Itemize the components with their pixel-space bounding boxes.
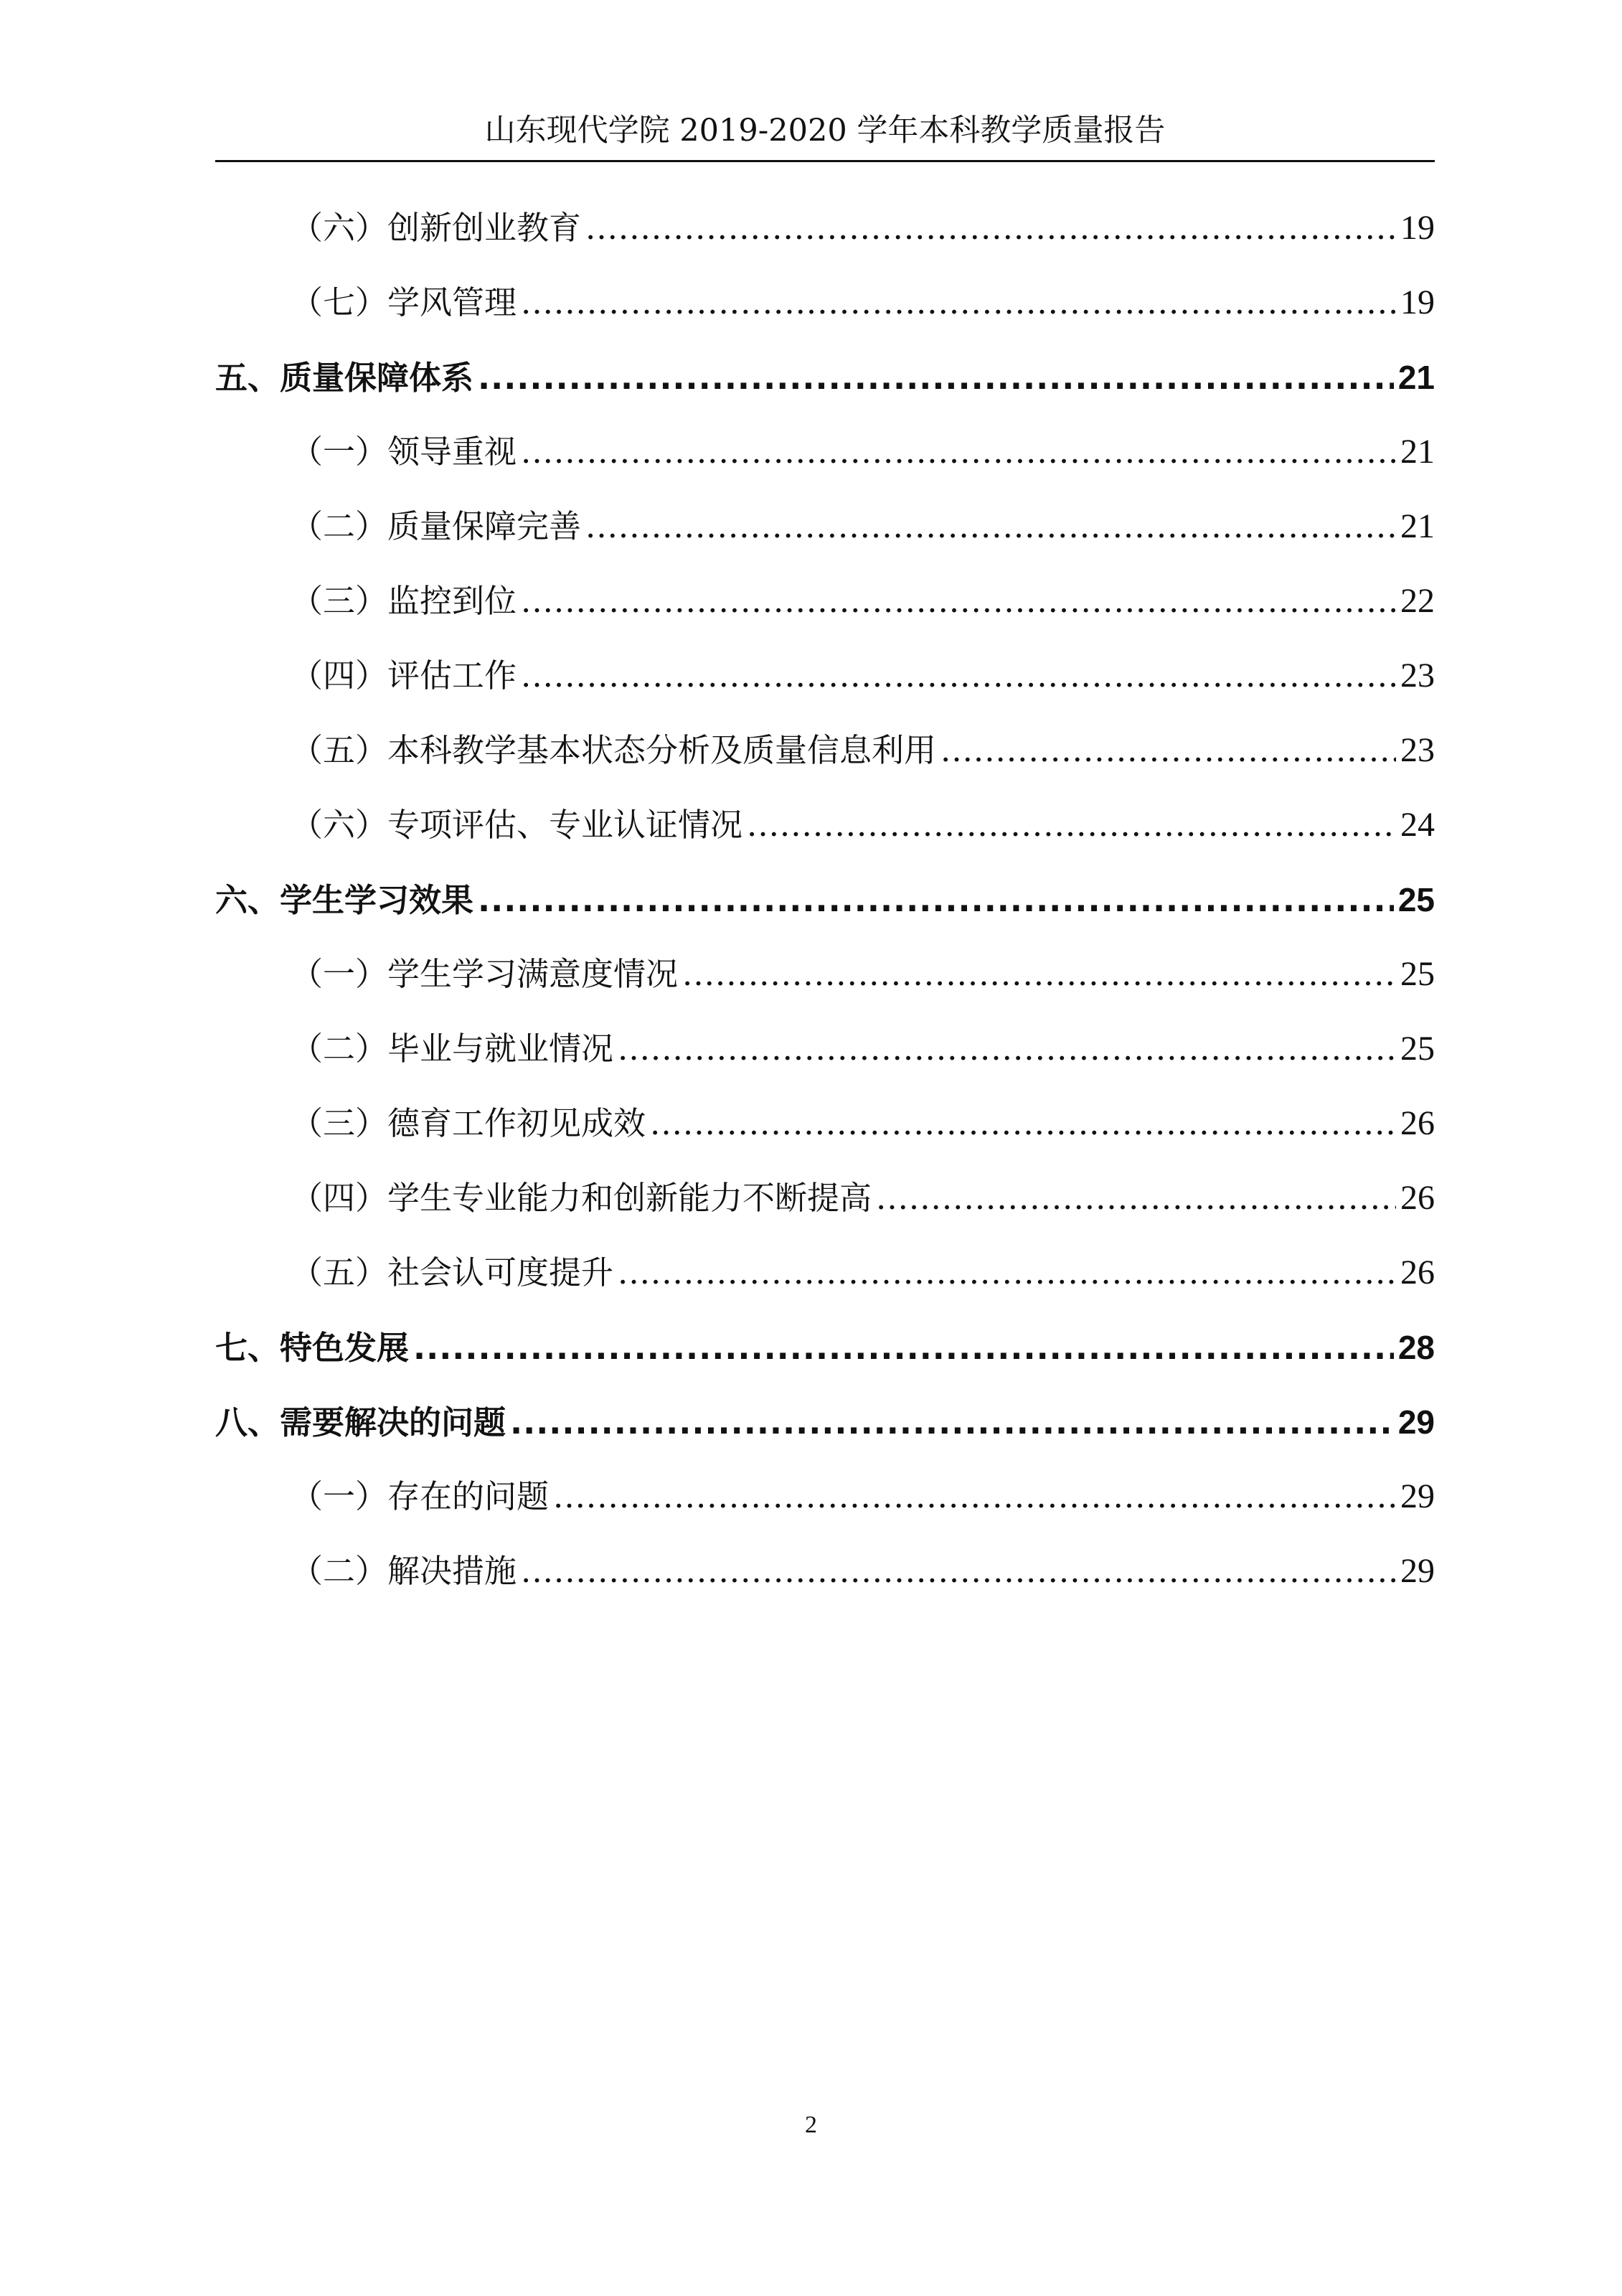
toc-subsection-entry[interactable] [215, 564, 1435, 639]
toc-entry-page-number: 26 [1400, 1104, 1435, 1142]
toc-subsection-entry[interactable] [215, 265, 1435, 340]
toc-entry-page-number: 25 [1400, 955, 1435, 993]
toc-entry-label: （一）领导重视 [291, 433, 517, 471]
toc-section-entry[interactable] [215, 862, 1435, 937]
toc-subsection-entry[interactable] [215, 1086, 1435, 1161]
toc-entry-page-number: 25 [1397, 881, 1435, 918]
toc-subsection-entry[interactable] [215, 1236, 1435, 1310]
toc-dot-leader [521, 265, 1396, 340]
toc-entry-label: 七、特色发展 [215, 1329, 410, 1367]
toc-dot-leader [510, 1385, 1394, 1459]
toc-entry-page-number: 25 [1400, 1030, 1435, 1068]
toc-dot-leader [747, 788, 1396, 862]
table-of-contents [215, 191, 1435, 1609]
page-number: 2 [805, 2112, 817, 2138]
toc-dot-leader [650, 1086, 1396, 1161]
toc-entry-label: （七）学风管理 [291, 283, 517, 321]
toc-entry-page-number: 24 [1400, 806, 1435, 844]
toc-dot-leader [682, 937, 1396, 1012]
toc-dot-leader [413, 1311, 1394, 1385]
toc-section-entry[interactable] [215, 1310, 1435, 1385]
toc-subsection-entry[interactable] [215, 415, 1435, 489]
toc-entry-page-number: 29 [1400, 1552, 1435, 1590]
toc-entry-page-number: 28 [1397, 1329, 1435, 1366]
header-divider [215, 160, 1435, 162]
toc-subsection-entry[interactable] [215, 1459, 1435, 1534]
toc-entry-label: （三）监控到位 [291, 582, 517, 620]
toc-subsection-entry[interactable] [215, 639, 1435, 713]
toc-dot-leader [876, 1161, 1396, 1236]
toc-dot-leader [521, 639, 1396, 713]
toc-dot-leader [585, 489, 1396, 564]
toc-entry-label: （三）德育工作初见成效 [291, 1104, 646, 1142]
toc-section-entry[interactable] [215, 1385, 1435, 1459]
toc-dot-leader [521, 564, 1396, 639]
toc-entry-label: （四）评估工作 [291, 657, 517, 695]
toc-subsection-entry[interactable] [215, 1161, 1435, 1236]
toc-entry-page-number: 19 [1400, 209, 1435, 247]
toc-entry-page-number: 26 [1400, 1253, 1435, 1292]
toc-subsection-entry[interactable] [215, 788, 1435, 862]
toc-subsection-entry[interactable] [215, 1534, 1435, 1609]
toc-entry-label: （六）创新创业教育 [291, 209, 582, 247]
toc-dot-leader [618, 1012, 1396, 1086]
toc-entry-page-number: 26 [1400, 1179, 1435, 1217]
toc-entry-label: 八、需要解决的问题 [215, 1403, 506, 1441]
page-header-title: 山东现代学院 2019-2020 学年本科教学质量报告 [484, 113, 1166, 149]
toc-dot-leader [553, 1459, 1396, 1534]
toc-entry-page-number: 22 [1400, 582, 1435, 620]
toc-dot-leader [478, 341, 1394, 415]
toc-entry-label: （二）解决措施 [291, 1552, 517, 1590]
toc-entry-label: 五、质量保障体系 [215, 359, 474, 397]
toc-subsection-entry[interactable] [215, 489, 1435, 564]
toc-entry-page-number: 29 [1400, 1477, 1435, 1515]
toc-entry-page-number: 19 [1400, 283, 1435, 321]
toc-subsection-entry[interactable] [215, 1012, 1435, 1086]
toc-section-entry[interactable] [215, 340, 1435, 415]
toc-dot-leader [478, 863, 1394, 937]
toc-subsection-entry[interactable] [215, 191, 1435, 265]
toc-dot-leader [585, 191, 1396, 265]
toc-entry-page-number: 21 [1397, 359, 1435, 396]
toc-entry-page-number: 23 [1400, 731, 1435, 769]
toc-subsection-entry[interactable] [215, 713, 1435, 788]
toc-dot-leader [618, 1236, 1396, 1310]
toc-entry-label: （二）质量保障完善 [291, 507, 582, 545]
toc-entry-page-number: 29 [1397, 1403, 1435, 1441]
toc-entry-page-number: 21 [1400, 507, 1435, 545]
toc-entry-label: 六、学生学习效果 [215, 881, 474, 919]
toc-dot-leader [521, 415, 1396, 489]
toc-entry-label: （五）社会认可度提升 [291, 1253, 614, 1292]
toc-entry-label: （一）存在的问题 [291, 1477, 550, 1515]
toc-subsection-entry[interactable] [215, 937, 1435, 1012]
toc-entry-label: （四）学生专业能力和创新能力不断提高 [291, 1179, 872, 1217]
toc-entry-label: （二）毕业与就业情况 [291, 1030, 614, 1068]
toc-entry-label: （一）学生学习满意度情况 [291, 955, 679, 993]
toc-entry-page-number: 21 [1400, 433, 1435, 471]
toc-entry-label: （五）本科教学基本状态分析及质量信息利用 [291, 731, 937, 769]
toc-entry-page-number: 23 [1400, 657, 1435, 695]
toc-dot-leader [940, 713, 1396, 788]
toc-entry-label: （六）专项评估、专业认证情况 [291, 806, 743, 844]
toc-dot-leader [521, 1534, 1396, 1609]
